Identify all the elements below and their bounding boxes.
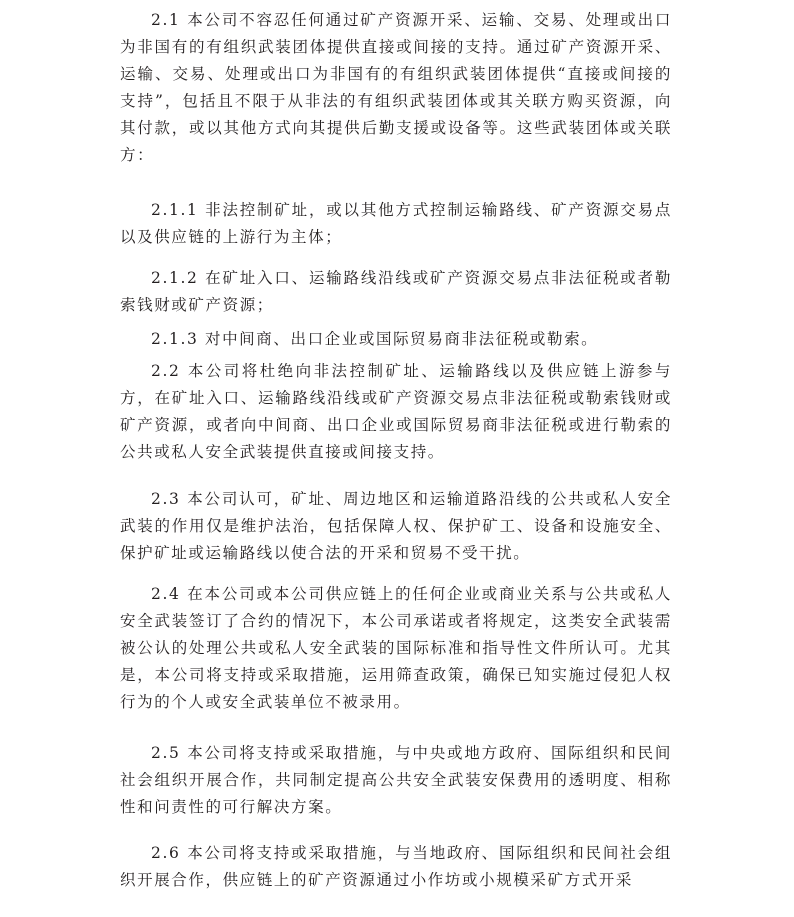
paragraph-2-1-1: 2.1.1 非法控制矿址，或以其他方式控制运输路线、矿产资源交易点以及供应链的上游行为主体；: [120, 201, 672, 246]
paragraph-2-4: 2.4 在本公司或本公司供应链上的任何企业或商业关系与公共或私人安全武装签订了合约的情况下，本公司承诺或者将规定，这类安全武装需被公认的处理公共或私人安全武装的国际标准和指导性文件所认可。尤其是，本公司将支持或采取措施，运用筛查政策，确保已知实施过侵犯人权行为的个人或安全武装单位不被录用。: [120, 585, 672, 711]
paragraph-2-1-3: 2.1.3 对中间商、出口企业或国际贸易商非法征税或勒索。: [151, 330, 599, 348]
paragraph-2-1: 2.1 本公司不容忍任何通过矿产资源开采、运输、交易、处理或出口为非国有的有组织武装团体提供直接或间接的支持。通过矿产资源开采、运输、交易、处理或出口为非国有的有组织武装团体提供“直接或间接的支持”，包括且不限于从非法的有组织武装团体或其关联方购买资源，向其付款，或以其他方式向其提供后勤支援或设备等。这些武装团体或关联方：: [120, 11, 672, 164]
paragraph-2-2: 2.2 本公司将杜绝向非法控制矿址、运输路线以及供应链上游参与方，在矿址入口、运输路线沿线或矿产资源交易点非法征税或勒索钱财或矿产资源，或者向中间商、出口企业或国际贸易商非法征税或进行勒索的公共或私人安全武装提供直接或间接支持。: [120, 362, 672, 461]
paragraph-2-5: 2.5 本公司将支持或采取措施，与中央或地方政府、国际组织和民间社会组织开展合作，共同制定提高公共安全武装安保费用的透明度、相称性和问责性的可行解决方案。: [120, 744, 672, 816]
paragraph-2-6: 2.6 本公司将支持或采取措施，与当地政府、国际组织和民间社会组织开展合作，供应链上的矿产资源通过小作坊或小规模采矿方式开采: [120, 844, 672, 889]
paragraph-2-3: 2.3 本公司认可，矿址、周边地区和运输道路沿线的公共或私人安全武装的作用仅是维护法治，包括保障人权、保护矿工、设备和设施安全、保护矿址或运输路线以使合法的开采和贸易不受干扰。: [120, 490, 672, 562]
paragraph-2-1-2: 2.1.2 在矿址入口、运输路线沿线或矿产资源交易点非法征税或者勒索钱财或矿产资源；: [120, 269, 672, 314]
